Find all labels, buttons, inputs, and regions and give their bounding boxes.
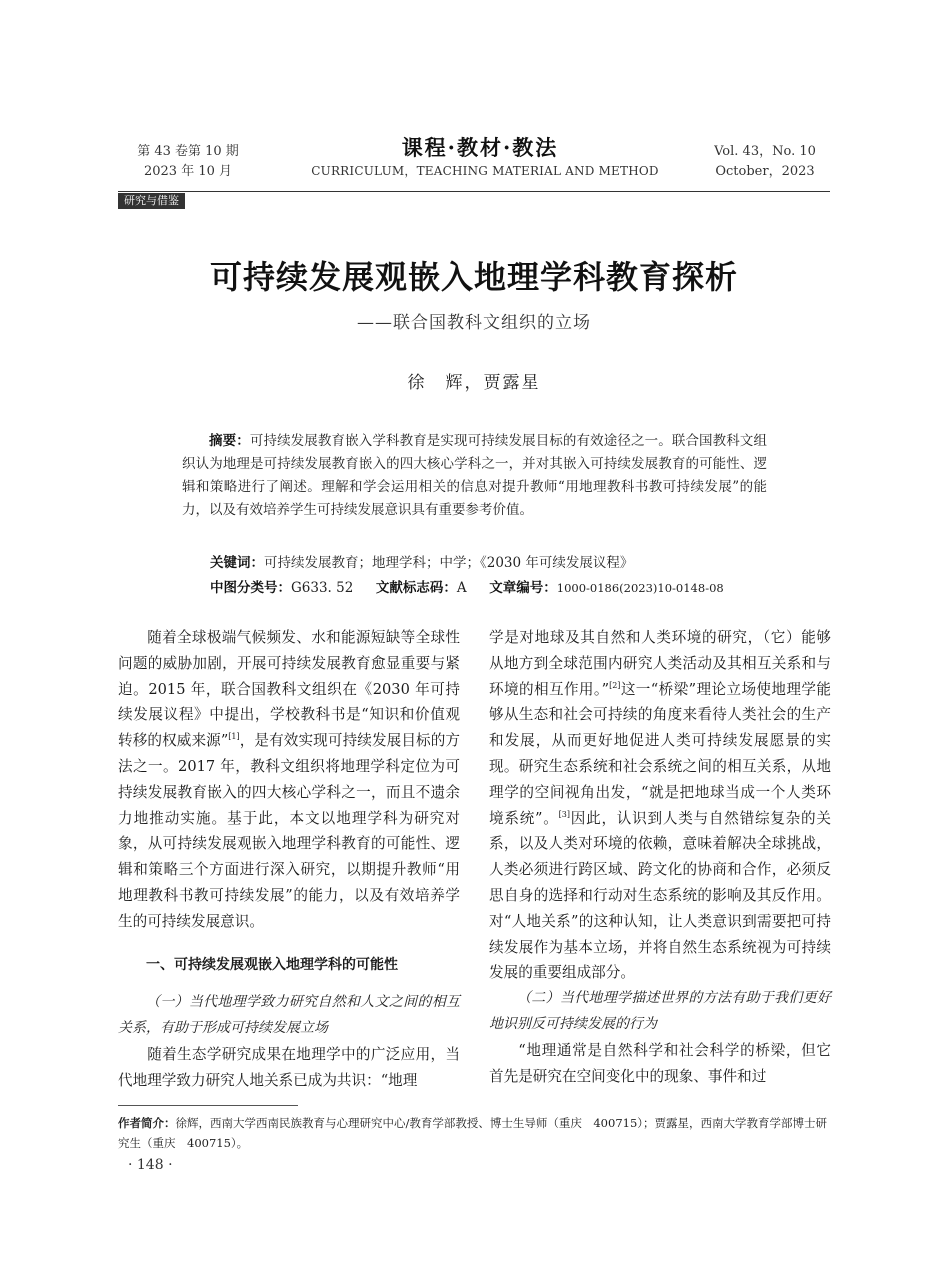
body-paragraph: “地理通常是自然科学和社会科学的桥梁，但它首先是研究在空间变化中的现象、事件和过 bbox=[489, 1041, 831, 1085]
subsection-heading-1: （一）当代地理学致力研究自然和人文之间的相互关系，有助于形成可持续发展立场 bbox=[118, 994, 460, 1037]
body-left-column bbox=[118, 625, 460, 1094]
article-title: 可持续发展观嵌入地理学科教育探析 bbox=[209, 258, 738, 296]
abstract bbox=[182, 430, 767, 522]
keywords-label: 关键词： bbox=[210, 555, 264, 571]
footnote-text: 徐辉，西南大学西南民族教育与心理研究中心/教育学部教授、博士生导师（重庆 400715）；贾露星，西南大学教育学部博士研究生（重庆 400715）。 bbox=[118, 1116, 828, 1150]
doc-code-label: 文献标志码： bbox=[375, 580, 457, 596]
section-tag: 研究与借鉴 bbox=[118, 193, 185, 209]
article-subtitle: ——联合国教科文组织的立场 bbox=[357, 313, 591, 333]
abstract-text: 可持续发展教育嵌入学科教育是实现可持续发展目标的有效途径之一。联合国教科文组织认为地理是可持续发展教育嵌入的四大核心学科之一，并对其嵌入可持续发展教育的可能性、逻辑和策略进行了阐述。理解和学会运用相关的信息对提升教师“用地理教科书教可持续发展”的能力，以及有效培养学生可持续发展意识具有重要参考价值。 bbox=[182, 433, 768, 518]
citation-2: [2] bbox=[609, 680, 621, 690]
page-number: · 148 · bbox=[128, 1157, 173, 1173]
classification-line bbox=[210, 577, 830, 599]
article-no-value: 1000-0186(2023)10-0148-08 bbox=[556, 581, 724, 595]
doc-code-value: A bbox=[456, 580, 467, 596]
citation-3: [3] bbox=[558, 809, 570, 819]
keywords-line bbox=[210, 552, 800, 574]
article-no-label: 文章编号： bbox=[489, 580, 557, 596]
clc-value: G633. 52 bbox=[291, 580, 354, 596]
journal-title-cn: 课程·教材·教法 bbox=[401, 135, 559, 160]
abstract-label: 摘要： bbox=[209, 433, 250, 449]
subsection-heading-2: （二）当代地理学描述世界的方法有助于我们更好地识别反可持续发展的行为 bbox=[489, 990, 831, 1032]
header-rule bbox=[118, 191, 830, 192]
volume-cn: 第 43 卷第 10 期 bbox=[137, 144, 239, 159]
date-cn: 2023 年 10 月 bbox=[143, 164, 233, 179]
volume-en: Vol. 43，No. 10 bbox=[714, 144, 816, 159]
intro-paragraph: 随着全球极端气候频发、水和能源短缺等全球性问题的威胁加剧，开展可持续发展教育愈显重要与紧迫。2015 年，联合国教科文组织在《2030 年可持续发展议程》中提出，学校教科书是“知识和价值观转移的权威来源”[1]，是有效实现可持续发展目标的方法之一。2017 年，教科文组织将地理学科定位为可持续发展教育嵌入的四大核心学科之一，而且不遗余力地推动实施。基于此，本文以地理学科为研究对象，从可持续发展观嵌入地理学科教育的可能性、逻辑和策略三个方面进行深入研究，以期提升教师“用地理教科书教可持续发展”的能力，以及有效培养学生的可持续发展意识。 bbox=[118, 629, 460, 930]
body-paragraph: 学是对地球及其自然和人类环境的研究，（它）能够从地方到全球范围内研究人类活动及其相互关系和与环境的相互作用。”[2]这一“桥梁”理论立场使地理学能够从生态和社会可持续的角度来看待人类社会的生产和发展，从而更好地促进人类可持续发展愿景的实现。研究生态系统和社会系统之间的相互关系，从地理学的空间视角出发，“就是把地球当成一个人类环境系统”。[3]因此，认识到人类与自然错综复杂的关系，以及人类对环境的依赖，意味着解决全球挑战，人类必须进行跨区域、跨文化的协商和合作，必须反思自身的选择和行动对生态系统的影响及其反作用。对“人地关系”的这种认知，让人类意识到需要把可持续发展作为基本立场，并将自然生态系统视为可持续发展的重要组成部分。 bbox=[489, 629, 831, 982]
citation-1: [1] bbox=[228, 732, 240, 742]
body-right-column bbox=[489, 625, 831, 1089]
clc-label: 中图分类号： bbox=[210, 580, 291, 596]
article-authors: 徐 辉，贾露星 bbox=[407, 373, 541, 393]
footnote-label: 作者简介： bbox=[118, 1116, 176, 1130]
body-paragraph: 随着生态学研究成果在地理学中的广泛应用，当代地理学致力研究人地关系已成为共识：“地理 bbox=[118, 1045, 460, 1089]
author-footnote bbox=[118, 1113, 830, 1153]
section-heading-1: 一、可持续发展观嵌入地理学科的可能性 bbox=[146, 956, 398, 973]
keywords-text: 可持续发展教育；地理学科；中学；《2030 年可续发展议程》 bbox=[264, 555, 634, 571]
footnote-rule bbox=[118, 1105, 298, 1106]
journal-title-en: CURRICULUM，TEACHING MATERIAL AND METHOD bbox=[311, 164, 659, 178]
date-en: October，2023 bbox=[715, 164, 815, 179]
